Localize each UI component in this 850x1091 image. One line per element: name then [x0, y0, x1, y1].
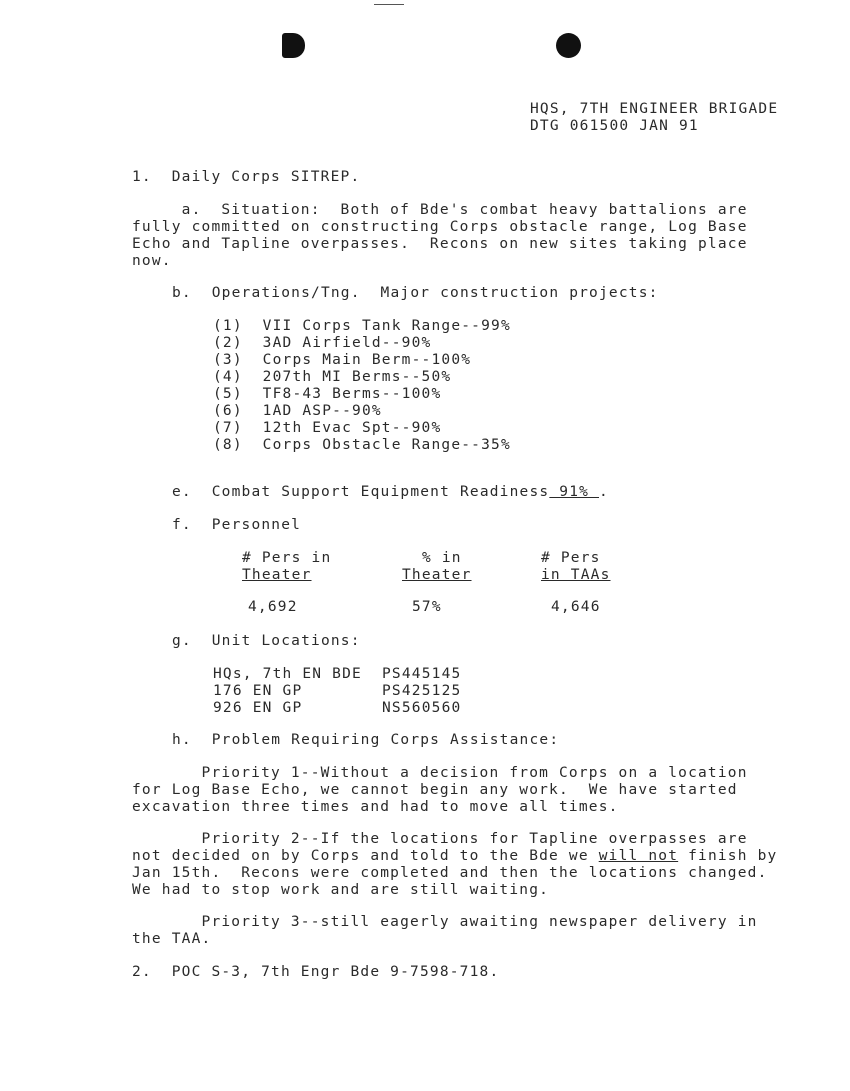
project-6: (6) 1AD ASP--90%: [213, 403, 382, 419]
top-dash-mark: [374, 4, 404, 5]
pers-col3-h1: # Pers: [541, 550, 601, 566]
priority2-line2-pre: not decided on by Corps and told to the Bde we: [132, 848, 599, 864]
project-2: (2) 3AD Airfield--90%: [213, 335, 432, 351]
pers-col2-h1: % in: [422, 550, 462, 566]
para-a-line4: now.: [132, 253, 172, 269]
project-1: (1) VII Corps Tank Range--99%: [213, 318, 511, 334]
project-4: (4) 207th MI Berms--50%: [213, 369, 452, 385]
header-dtg: DTG 061500 JAN 91: [530, 118, 699, 134]
pers-col1-value: 4,692: [248, 599, 298, 615]
priority2-line2-post: finish by: [678, 848, 778, 864]
para-e: [172, 484, 609, 501]
project-5: (5) TF8-43 Berms--100%: [213, 386, 442, 402]
unit-1-grid: PS445145: [382, 666, 462, 682]
pers-col2-h2: Theater: [402, 567, 472, 583]
pers-col3-value: 4,646: [551, 599, 601, 615]
priority2-line1: Priority 2--If the locations for Tapline overpasses are: [132, 831, 748, 847]
priority2-line3: Jan 15th. Recons were completed and then the locations changed.: [132, 865, 768, 881]
para-b-heading: b. Operations/Tng. Major construction projects:: [172, 285, 659, 301]
unit-2-grid: PS425125: [382, 683, 462, 699]
section2-poc: 2. POC S-3, 7th Engr Bde 9-7598-718.: [132, 964, 500, 980]
unit-3-grid: NS560560: [382, 700, 462, 716]
will-not-emphasis: will not: [598, 848, 679, 864]
readiness-value: 91%: [549, 484, 599, 500]
priority3-line1: Priority 3--still eagerly awaiting newspaper delivery in: [132, 914, 758, 930]
unit-1-name: HQs, 7th EN BDE: [213, 666, 362, 682]
priority2-line2: [132, 848, 777, 865]
header-unit: HQS, 7TH ENGINEER BRIGADE: [530, 101, 779, 117]
unit-2-name: 176 EN GP: [213, 683, 303, 699]
project-8: (8) Corps Obstacle Range--35%: [213, 437, 511, 453]
para-e-suffix: .: [599, 484, 609, 500]
section1-title: 1. Daily Corps SITREP.: [132, 169, 361, 185]
priority1-line2: for Log Base Echo, we cannot begin any work. We have started: [132, 782, 738, 798]
para-a-line3: Echo and Tapline overpasses. Recons on new sites taking place: [132, 236, 748, 252]
project-3: (3) Corps Main Berm--100%: [213, 352, 472, 368]
para-a-line2: fully committed on constructing Corps obstacle range, Log Base: [132, 219, 748, 235]
project-7: (7) 12th Evac Spt--90%: [213, 420, 442, 436]
pers-col1-h1: # Pers in: [242, 550, 332, 566]
punch-hole-right: [556, 33, 581, 58]
priority1-line1: Priority 1--Without a decision from Corps on a location: [132, 765, 748, 781]
para-f-heading: f. Personnel: [172, 517, 302, 533]
pers-col2-value: 57%: [412, 599, 442, 615]
unit-3-name: 926 EN GP: [213, 700, 303, 716]
priority1-line3: excavation three times and had to move all times.: [132, 799, 619, 815]
para-e-label: e. Combat Support Equipment Readiness: [172, 484, 550, 500]
para-g-heading: g. Unit Locations:: [172, 633, 361, 649]
priority3-line2: the TAA.: [132, 931, 212, 947]
priority2-line4: We had to stop work and are still waiting.: [132, 882, 550, 898]
pers-col1-h2: Theater: [242, 567, 312, 583]
para-h-heading: h. Problem Requiring Corps Assistance:: [172, 732, 560, 748]
punch-hole-left: [282, 33, 305, 58]
para-a-line1: a. Situation: Both of Bde's combat heavy battalions are: [132, 202, 748, 218]
pers-col3-h2: in TAAs: [541, 567, 611, 583]
